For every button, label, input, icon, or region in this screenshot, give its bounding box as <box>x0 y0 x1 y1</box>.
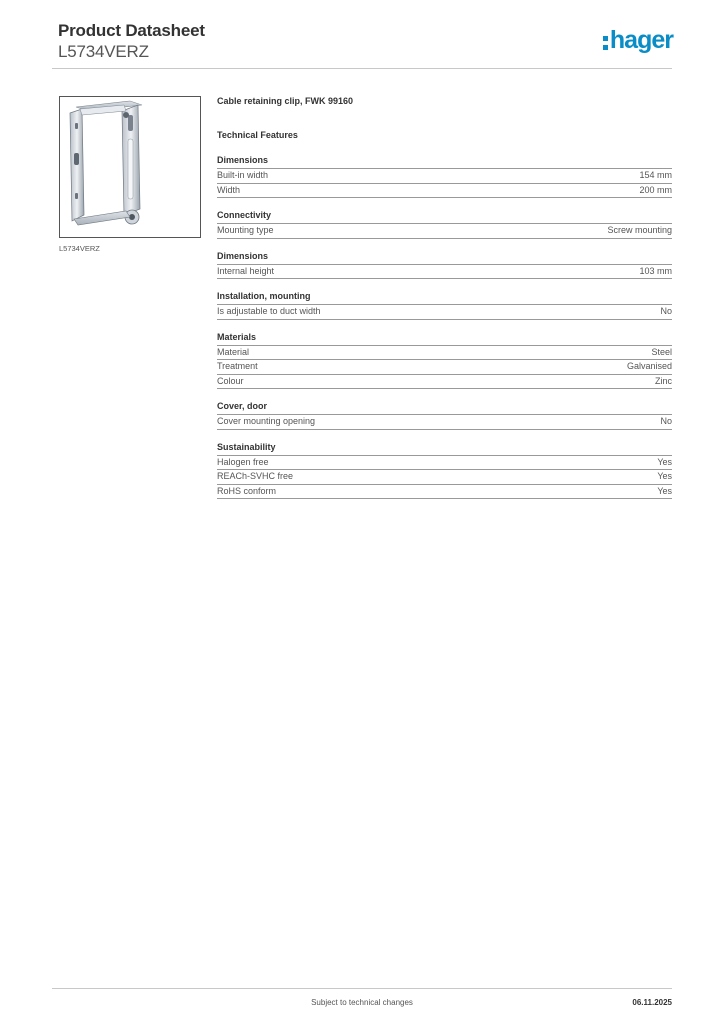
spec-row <box>217 360 672 375</box>
section-title: Materials <box>217 332 672 346</box>
spec-row <box>217 169 672 184</box>
hager-logo <box>603 28 673 53</box>
spec-value: 154 mm <box>639 170 672 180</box>
spec-label: RoHS conform <box>217 485 277 496</box>
header-divider <box>52 68 672 69</box>
section-title: Connectivity <box>217 210 672 224</box>
footer-divider <box>52 988 672 989</box>
spec-row <box>217 456 672 471</box>
spec-value: Galvanised <box>626 361 672 371</box>
spec-row <box>217 305 672 320</box>
spec-row <box>217 224 672 239</box>
cable-clip-illustration <box>60 97 200 237</box>
spec-value: No <box>660 306 672 316</box>
spec-value: Yes <box>657 471 672 481</box>
product-name: Cable retaining clip, FWK 99160 <box>217 96 354 106</box>
section-title: Dimensions <box>217 251 672 265</box>
section-title: Cover, door <box>217 401 672 415</box>
section-title: Sustainability <box>217 442 672 456</box>
spec-label: Material <box>217 346 250 357</box>
spec-value: Yes <box>657 456 672 467</box>
spec-label: Internal height <box>217 265 275 276</box>
spec-section <box>217 155 672 198</box>
spec-row <box>217 470 672 485</box>
spec-label: Halogen free <box>217 456 269 467</box>
section-title: Installation, mounting <box>217 291 672 305</box>
spec-section <box>217 291 672 320</box>
spec-row <box>217 375 672 390</box>
footer-date: 06.11.2025 <box>632 998 672 1007</box>
spec-row <box>217 184 672 199</box>
spec-sections <box>217 155 672 499</box>
spec-section <box>217 332 672 390</box>
spec-section <box>217 251 672 280</box>
spec-label: Colour <box>217 375 244 386</box>
logo-colon-icon <box>603 36 608 50</box>
product-image <box>59 96 201 238</box>
spec-section <box>217 442 672 500</box>
spec-section <box>217 401 672 430</box>
spec-value: 103 mm <box>639 265 672 276</box>
spec-label: REACh-SVHC free <box>217 471 294 481</box>
spec-value: Screw mounting <box>607 225 672 235</box>
spec-value: Yes <box>657 485 672 496</box>
spec-value: 200 mm <box>639 184 672 195</box>
product-code: L5734VERZ <box>58 42 149 61</box>
spec-label: Treatment <box>217 361 258 371</box>
spec-label: Mounting type <box>217 225 274 235</box>
spec-content <box>217 96 672 499</box>
technical-features-heading: Technical Features <box>217 130 298 140</box>
spec-value: Steel <box>651 346 672 357</box>
section-title: Dimensions <box>217 155 672 169</box>
spec-value: Zinc <box>654 375 672 386</box>
spec-label: Cover mounting opening <box>217 416 316 426</box>
spec-value: No <box>660 416 672 426</box>
spec-label: Built-in width <box>217 170 269 180</box>
spec-label: Width <box>217 184 241 195</box>
spec-row <box>217 415 672 430</box>
spec-row <box>217 346 672 361</box>
spec-section <box>217 210 672 239</box>
logo-text: hager <box>609 26 673 54</box>
spec-row <box>217 265 672 280</box>
page-header <box>58 21 205 62</box>
spec-label: Is adjustable to duct width <box>217 306 321 316</box>
page-title: Product Datasheet <box>58 21 205 40</box>
spec-row <box>217 485 672 500</box>
footer-note: Subject to technical changes <box>311 998 413 1007</box>
image-caption: L5734VERZ <box>59 244 100 253</box>
